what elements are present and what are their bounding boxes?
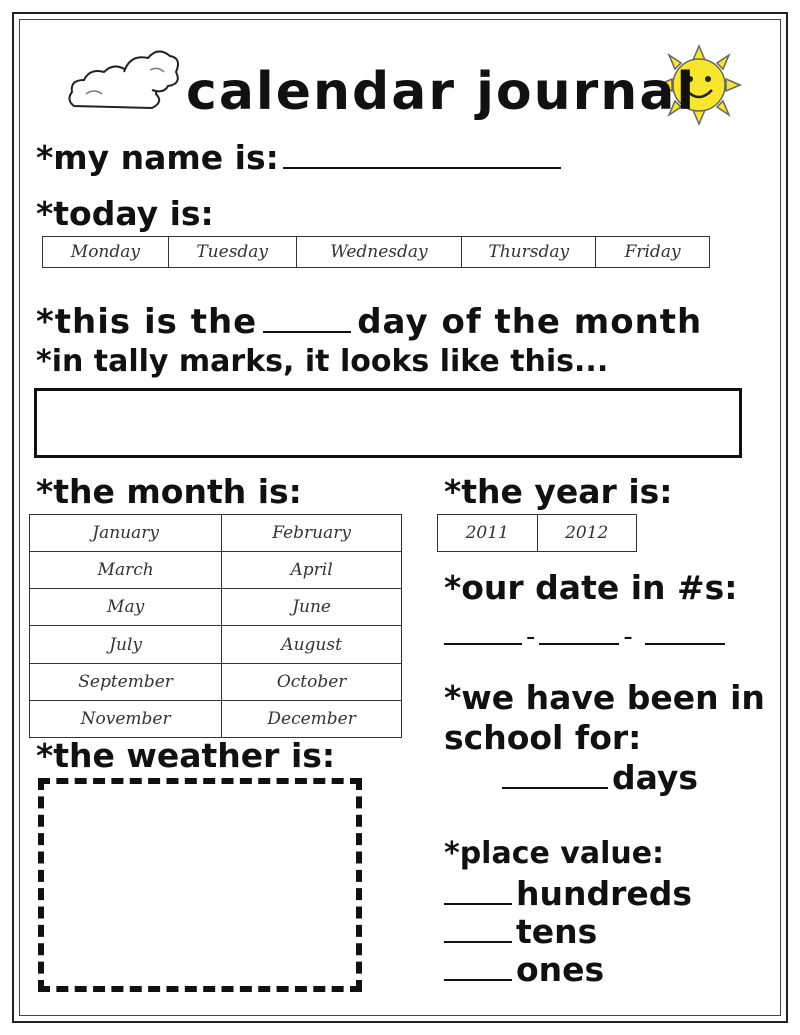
- ones-blank[interactable]: [444, 979, 512, 981]
- month-table: [29, 514, 402, 738]
- date-month-blank[interactable]: [444, 643, 522, 645]
- weekday-table: [42, 236, 710, 268]
- tens-blank[interactable]: [444, 941, 512, 943]
- place-value-row: [444, 912, 597, 951]
- school-days-line: [502, 758, 698, 797]
- month-cell[interactable]: March: [30, 552, 222, 589]
- weekday-cell[interactable]: Wednesday: [296, 237, 462, 268]
- month-cell[interactable]: January: [30, 515, 222, 552]
- place-value-row: [444, 874, 692, 913]
- month-cell[interactable]: August: [222, 626, 402, 663]
- date-separator: -: [526, 622, 536, 652]
- month-cell[interactable]: February: [222, 515, 402, 552]
- weekday-cell[interactable]: Monday: [43, 237, 169, 268]
- month-cell[interactable]: September: [30, 663, 222, 700]
- day-prompt-start: *this is the: [36, 302, 258, 342]
- date-prompt: *our date in #s:: [444, 568, 738, 607]
- weekday-cell[interactable]: Tuesday: [168, 237, 296, 268]
- place-value-label: tens: [516, 912, 598, 951]
- school-prompt-line2: school for:: [444, 718, 642, 757]
- place-value-row: [444, 950, 604, 989]
- place-value-prompt: *place value:: [444, 836, 665, 871]
- day-prompt-end: day of the month: [357, 302, 703, 342]
- weather-prompt: *the weather is:: [36, 736, 336, 775]
- name-prompt: [36, 138, 561, 177]
- year-table: [437, 514, 637, 552]
- month-cell[interactable]: April: [222, 552, 402, 589]
- tally-box[interactable]: [34, 388, 742, 458]
- month-cell[interactable]: May: [30, 589, 222, 626]
- month-cell[interactable]: July: [30, 626, 222, 663]
- school-days-label: days: [612, 758, 699, 797]
- school-days-blank[interactable]: [502, 787, 608, 789]
- cloud-icon: [64, 40, 182, 116]
- name-blank[interactable]: [283, 167, 561, 169]
- day-blank[interactable]: [263, 331, 351, 333]
- hundreds-blank[interactable]: [444, 903, 512, 905]
- school-prompt-line1: *we have been in: [444, 678, 765, 717]
- date-day-blank[interactable]: [539, 643, 619, 645]
- month-cell[interactable]: November: [30, 700, 222, 737]
- month-cell[interactable]: June: [222, 589, 402, 626]
- tally-prompt: *in tally marks, it looks like this...: [36, 344, 609, 379]
- date-blanks: [444, 622, 725, 652]
- date-year-blank[interactable]: [645, 643, 725, 645]
- month-cell[interactable]: October: [222, 663, 402, 700]
- year-prompt: *the year is:: [444, 472, 673, 511]
- month-cell[interactable]: December: [222, 700, 402, 737]
- place-value-label: hundreds: [516, 874, 693, 913]
- weekday-cell[interactable]: Thursday: [462, 237, 596, 268]
- place-value-label: ones: [516, 950, 605, 989]
- weekday-cell[interactable]: Friday: [596, 237, 710, 268]
- month-prompt: *the month is:: [36, 472, 302, 511]
- weather-box[interactable]: [38, 778, 362, 992]
- year-cell[interactable]: 2011: [438, 515, 538, 552]
- page-title: calendar journal: [186, 62, 697, 122]
- day-of-month-prompt: [36, 302, 702, 342]
- date-separator: -: [623, 622, 633, 652]
- today-prompt: *today is:: [36, 194, 214, 233]
- year-cell[interactable]: 2012: [537, 515, 637, 552]
- name-prompt-label: *my name is:: [36, 138, 279, 177]
